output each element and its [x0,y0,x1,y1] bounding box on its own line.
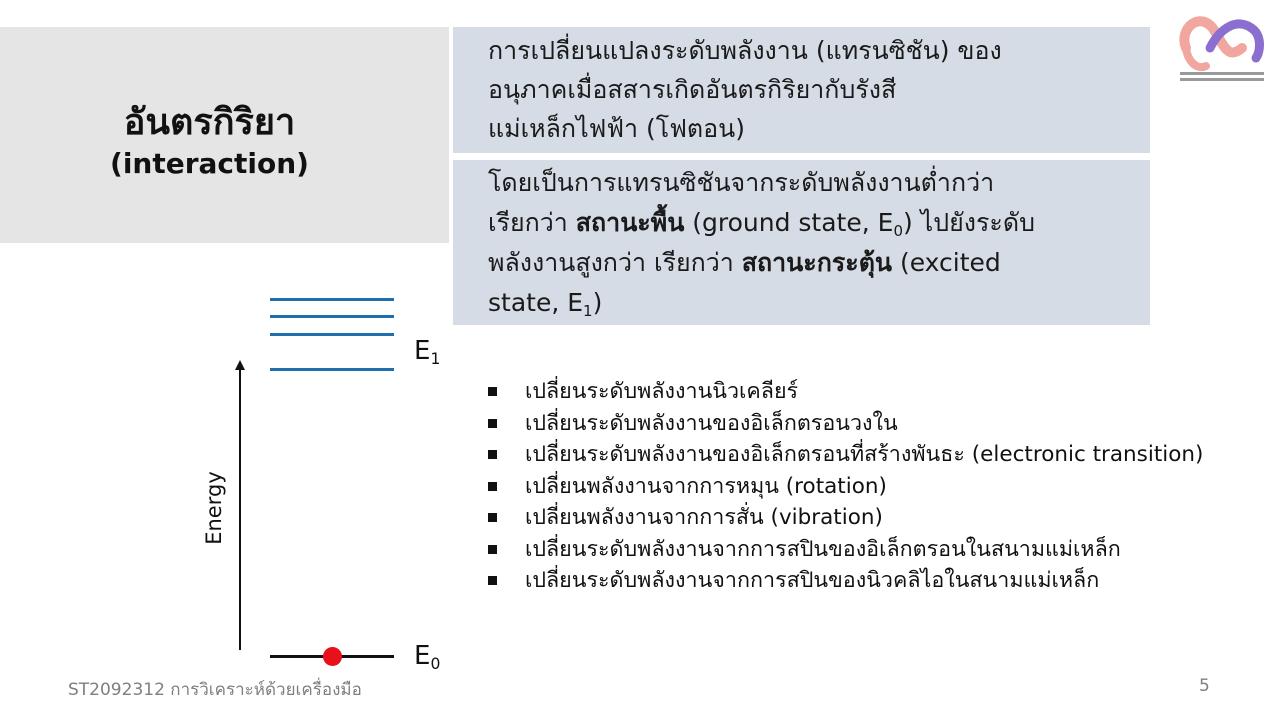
subscript: 1 [583,302,593,320]
slide-title: อันตรกิริยา [123,102,296,143]
excited-level-line [270,368,394,371]
definition-line: แม่เหล็กไฟฟ้า (โฟตอน) [488,114,746,143]
list-item [488,376,1268,408]
list-item [488,471,1268,503]
list-item-text: เปลี่ยนระดับพลังงานของอิเล็กตรอนวงใน [525,410,898,436]
transition-line-4 [488,283,1142,323]
energy-axis [239,366,241,650]
list-item [488,565,1268,597]
list-item-text: เปลี่ยนพลังงานจากการหมุน (rotation) [525,473,887,499]
list-item-text: เปลี่ยนพลังงานจากการสั่น (vibration) [525,505,883,530]
transition-text: ) ไปยังระดับ [902,208,1035,237]
list-item-text: เปลี่ยนระดับพลังงานจากการสปินของนิวคลิไอในสนามแม่เหล็ก [525,568,1100,593]
e0-label [414,641,440,671]
e0-subscript: 0 [430,655,441,673]
transition-line-2 [488,203,1142,243]
definition-box [453,27,1150,153]
definition-line: การเปลี่ยนแปลงระดับพลังงาน (แทรนซิชัน) ของ [488,36,1002,65]
transition-text: (ground state, E [684,208,894,237]
electron-dot [323,647,342,666]
energy-axis-label: Energy [202,471,226,545]
transition-line-1 [488,163,1142,203]
bullet-square-icon [488,513,497,522]
transition-box [453,160,1150,325]
transition-text: โดยเป็นการแทรนซิชันจากระดับพลังงานต่ำกว่า [488,168,995,197]
list-item [488,502,1268,534]
bullet-square-icon [488,419,497,428]
e1-subscript: 1 [430,350,441,368]
bullet-square-icon [488,450,497,459]
e0-symbol: E [414,641,431,671]
transition-text: (excited [892,248,1001,277]
course-footer: ST2092312 การวิเคราะห์ด้วยเครื่องมือ [68,680,362,700]
transition-line-3 [488,243,1142,283]
transition-text: พลังงานสูงกว่า เรียกว่า [488,248,742,277]
excited-level-line [270,333,394,336]
list-item [488,534,1268,566]
bullet-square-icon [488,482,497,491]
list-item [488,408,1268,440]
excited-level-line [270,298,394,301]
definition-line: อนุภาคเมื่อสสารเกิดอันตรกิริยากับรังสี [488,75,897,104]
transition-text: เรียกว่า [488,208,576,237]
transition-text: state, E [488,288,584,317]
program-logo-icon [1176,8,1268,88]
bullet-square-icon [488,545,497,554]
list-item [488,439,1268,471]
excited-level-line [270,315,394,318]
ground-state-term: สถานะพื้น [575,208,685,237]
excited-state-term: สถานะกระตุ้น [741,248,893,277]
list-item-text: เปลี่ยนระดับพลังงานของอิเล็กตรอนที่สร้างพันธะ (electronic transition) [525,442,1204,467]
slide-subtitle: (interaction) [110,147,309,180]
transition-types-list [488,376,1268,597]
subscript: 0 [893,222,903,240]
arrow-up-icon [235,360,245,370]
transition-text: ) [592,288,603,317]
energy-level-diagram [195,290,460,680]
e1-symbol: E [414,336,431,366]
title-panel [0,27,449,243]
e1-label [414,336,440,366]
page-number: 5 [1199,676,1210,696]
bullet-square-icon [488,387,497,396]
bullet-square-icon [488,576,497,585]
list-item-text: เปลี่ยนระดับพลังงานจากการสปินของอิเล็กตรอนในสนามแม่เหล็ก [525,536,1121,562]
list-item-text: เปลี่ยนระดับพลังงานนิวเคลียร์ [525,379,799,404]
